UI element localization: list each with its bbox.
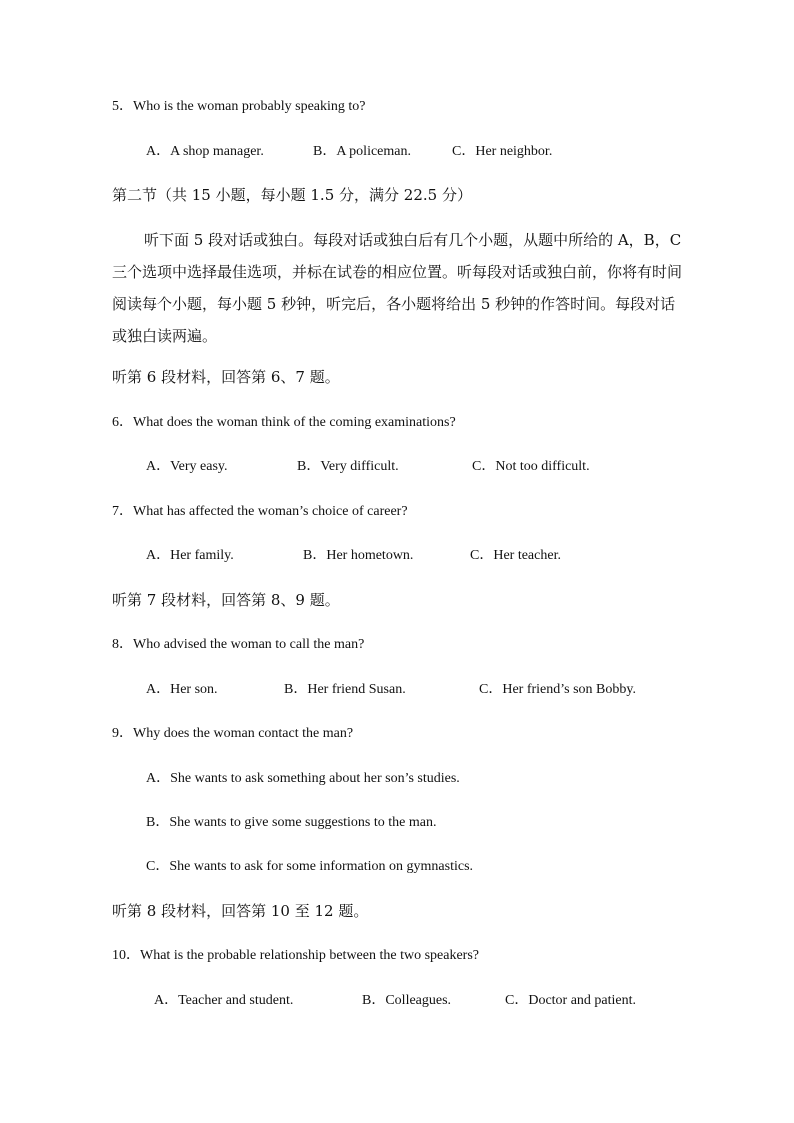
q8-option-a: A．Her son.: [146, 682, 218, 697]
q10-option-b: B．Colleagues.: [362, 993, 452, 1008]
question-8: 8．Who advised the woman to call the man?: [112, 637, 365, 652]
section-instructions: 听下面 5 段对话或独白。每段对话或独白后有几个小题，从题中所给的 A，B，C 三个选项中选择最佳选项，并标在试卷的相应位置。听每段对话或独白前，你将有时间阅读每个小题，每小题 5 秒钟，听完后，各小题将给出 5 秒钟的作答时间。每段对话或独白读两遍。: [112, 231, 683, 345]
q10-option-c: C．Doctor and patient.: [505, 993, 637, 1008]
q7-option-b: B．Her hometown.: [303, 548, 414, 563]
q8-option-c: C．Her friend’s son Bobby.: [479, 682, 636, 697]
q9-option-c: C．She wants to ask for some information on gymnastics.: [146, 859, 474, 874]
q6-option-a: A．Very easy.: [146, 459, 228, 474]
q6-option-b: B．Very difficult.: [297, 459, 399, 474]
q5-option-a: A．A shop manager.: [146, 144, 264, 159]
q7-option-c: C．Her teacher.: [470, 548, 561, 563]
material-6-header: 听第 6 段材料，回答第 6、7 题。: [112, 368, 340, 386]
material-8-header: 听第 8 段材料，回答第 10 至 12 题。: [112, 902, 369, 920]
question-10: 10．What is the probable relationship between the two speakers?: [112, 948, 479, 963]
q8-option-b: B．Her friend Susan.: [284, 682, 406, 697]
section-title: 第二节（共 15 小题，每小题 1.5 分，满分 22.5 分）: [112, 186, 472, 204]
q7-option-a: A．Her family.: [146, 548, 234, 563]
question-7: 7．What has affected the woman’s choice of career?: [112, 504, 408, 519]
q6-option-c: C．Not too difficult.: [472, 459, 590, 474]
q5-option-c: C．Her neighbor.: [452, 144, 553, 159]
q5-option-b: B．A policeman.: [313, 144, 411, 159]
question-6: 6．What does the woman think of the coming examinations?: [112, 415, 456, 430]
material-7-header: 听第 7 段材料，回答第 8、9 题。: [112, 591, 340, 609]
q9-option-b: B．She wants to give some suggestions to the man.: [146, 815, 437, 830]
question-9: 9．Why does the woman contact the man?: [112, 726, 354, 741]
q9-option-a: A．She wants to ask something about her son’s studies.: [146, 771, 460, 786]
q10-option-a: A．Teacher and student.: [154, 993, 294, 1008]
question-5: 5．Who is the woman probably speaking to?: [112, 99, 366, 114]
